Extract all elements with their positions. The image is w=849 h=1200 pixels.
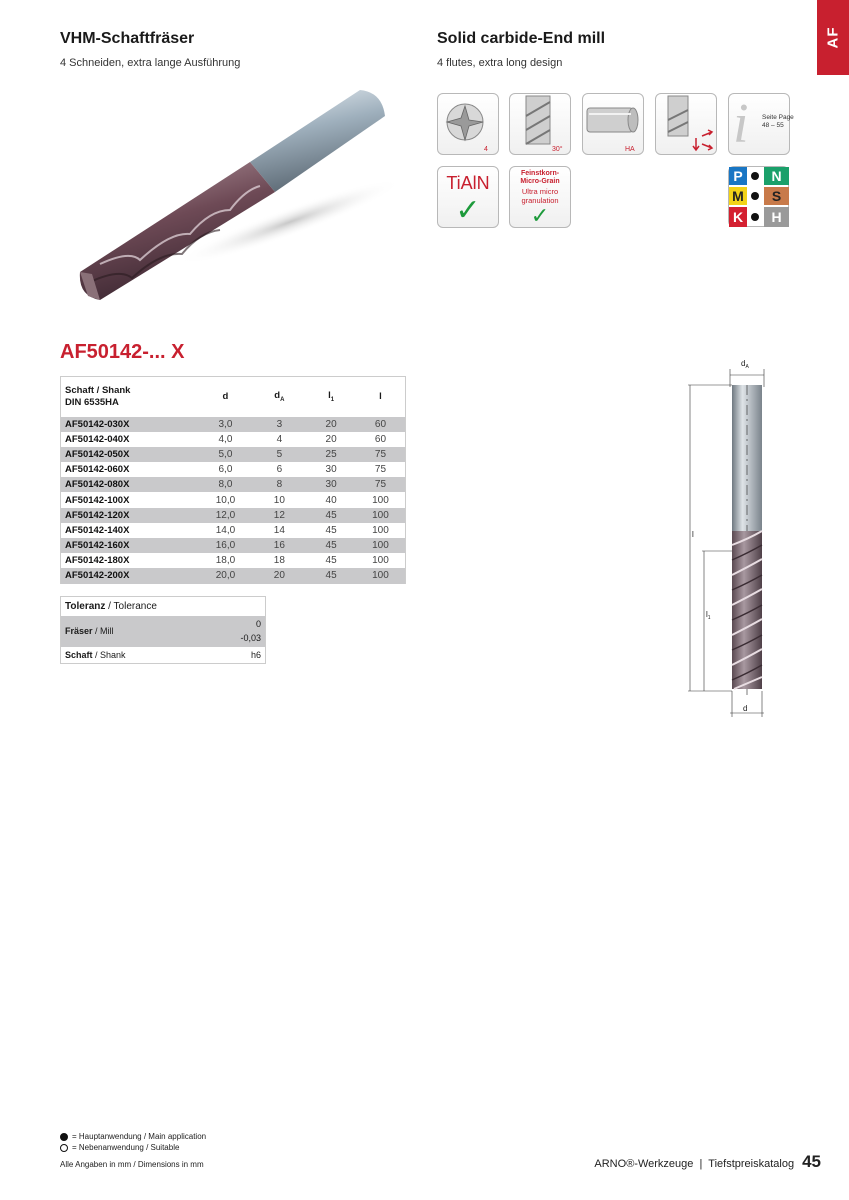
tolerance-shank-value: h6: [250, 650, 261, 660]
tolerance-mill-label: Fräser / Mill: [65, 626, 114, 636]
table-row: [61, 492, 406, 507]
checkmark-icon: ✓: [455, 194, 481, 227]
material-group-grid: [728, 166, 789, 227]
product-code-cell: AF50142-080X: [61, 477, 199, 492]
catalog-footer: [594, 1152, 821, 1172]
plunge-cutting-icon: [655, 93, 717, 155]
material-s: S: [764, 187, 789, 205]
subtitle-german: 4 Schneiden, extra lange Ausführung: [60, 57, 241, 69]
table-row: [61, 417, 406, 432]
l1-cell: 45: [306, 538, 356, 553]
micro-grain-icon: [509, 166, 571, 228]
l-cell: 100: [356, 568, 406, 583]
drawing-label-l: l: [692, 530, 694, 539]
col-l1-header: $l_1$: [328, 390, 335, 404]
tolerance-table: [60, 596, 266, 664]
tolerance-shank-row: [61, 647, 265, 663]
l-cell: 60: [356, 417, 406, 432]
helix-caption: 30°: [552, 146, 563, 153]
d-cell: 20,0: [199, 568, 253, 583]
l1-cell: 30: [306, 477, 356, 492]
l1-cell: 30: [325, 464, 337, 476]
tolerance-mill-row: [61, 616, 265, 647]
l1-cell: 20: [306, 417, 356, 432]
tolerance-shank-label: Schaft / Shank: [65, 650, 126, 660]
table-row: [61, 462, 406, 477]
table-row: [61, 477, 406, 492]
da-cell: 3: [252, 417, 306, 432]
da-cell: 5: [252, 447, 306, 462]
section-tab: [817, 0, 849, 75]
table-row: [61, 508, 406, 523]
product-code-cell: AF50142-180X: [65, 555, 130, 567]
title-german: VHM-Schaftfräser: [60, 30, 195, 47]
material-k: K: [729, 207, 747, 227]
da-cell: 4: [276, 433, 283, 445]
col-l-header: l: [379, 391, 382, 403]
d-cell: 8,0: [199, 477, 253, 492]
tolerance-mill-lower: -0,03: [240, 633, 261, 643]
l1-cell: 20: [325, 433, 337, 445]
table-row: [61, 447, 406, 462]
d-cell: 16,0: [199, 538, 253, 553]
section-tab-label: AF: [824, 26, 842, 49]
l1-cell: 45: [306, 508, 356, 523]
l-cell: 75: [374, 464, 387, 476]
product-code-cell: AF50142-050X: [61, 447, 199, 462]
info-page-reference: Seite Page 48 – 55: [762, 114, 794, 129]
material-h: H: [764, 207, 789, 227]
main-application-dot-p-n: [751, 172, 759, 180]
grain-title: Feinstkorn- Micro-Grain: [520, 170, 560, 185]
table-row: [61, 538, 406, 553]
product-code-cell: AF50142-120X: [61, 508, 199, 523]
da-cell: 14: [273, 524, 285, 536]
shank-caption: HA: [625, 146, 635, 153]
dimensions-table: [60, 376, 406, 584]
page-number: 45: [802, 1152, 821, 1171]
product-code-cell: AF50142-060X: [65, 464, 130, 476]
d-cell: 18,0: [215, 555, 236, 567]
shank-header: Schaft / Shank DIN 6535HA: [65, 384, 131, 408]
col-da-header: $d_A$: [274, 390, 285, 404]
table-header-row: [61, 377, 406, 417]
application-legend: [60, 1131, 206, 1153]
l-cell: 100: [372, 494, 389, 506]
legend-suitable: = Nebenanwendung / Suitable: [60, 1142, 206, 1153]
l-cell: 75: [356, 447, 406, 462]
product-code-cell: AF50142-200X: [61, 568, 199, 583]
material-n: N: [764, 167, 789, 185]
table-row: [61, 432, 406, 447]
l-cell: 100: [356, 508, 406, 523]
l1-cell: 45: [325, 524, 337, 536]
l-cell: 75: [356, 477, 406, 492]
l1-cell: 45: [325, 555, 337, 567]
da-cell: 16: [252, 538, 306, 553]
material-m: M: [729, 187, 747, 205]
flutes-caption: 4: [484, 146, 488, 153]
l1-cell: 25: [306, 447, 356, 462]
product-code-cell: AF50142-100X: [65, 494, 130, 506]
d-cell: 10,0: [215, 494, 236, 506]
d-cell: 3,0: [199, 417, 253, 432]
product-code-cell: AF50142-140X: [65, 524, 130, 536]
table-row: [61, 523, 406, 538]
four-flutes-icon: [437, 93, 499, 155]
l-cell: 100: [372, 524, 389, 536]
l1-cell: 45: [306, 568, 356, 583]
end-mill-product-image: [60, 82, 400, 322]
d-cell: 4,0: [218, 433, 233, 445]
d-cell: 12,0: [199, 508, 253, 523]
product-code-title: AF50142-... X: [60, 341, 185, 363]
technical-drawing: [678, 355, 778, 725]
legend-main-application: = Hauptanwendung / Main application: [60, 1131, 206, 1142]
empty-dot-icon: [60, 1144, 68, 1152]
coating-tialn-icon: [437, 166, 499, 228]
drawing-label-l1: $l_1$: [706, 610, 711, 621]
cross-section-icon: [438, 94, 500, 156]
d-cell: 14,0: [215, 524, 236, 536]
catalog-name: ®-Werkzeuge | Tiefstpreiskatalog: [626, 1158, 795, 1170]
title-english: Solid carbide-End mill: [437, 30, 606, 47]
table-row: [61, 568, 406, 583]
plunge-direction-icon: [656, 94, 718, 156]
da-cell: 18: [273, 555, 285, 567]
tolerance-header: Toleranz / Tolerance: [65, 601, 157, 612]
table-row: [61, 553, 406, 568]
l-cell: 100: [372, 555, 389, 567]
checkmark-icon: ✓: [530, 203, 550, 228]
l-cell: 60: [374, 433, 387, 445]
product-code-cell: AF50142-040X: [65, 433, 130, 445]
da-cell: 20: [252, 568, 306, 583]
main-application-dot-m-s: [751, 192, 759, 200]
col-d-header: d: [222, 391, 229, 403]
product-code-cell: AF50142-030X: [61, 417, 199, 432]
l1-cell: 40: [325, 494, 337, 506]
coating-label: TiAlN: [446, 173, 490, 193]
cylinder-shank-icon: [583, 94, 645, 156]
main-application-dot-k-h: [751, 213, 759, 221]
product-code-cell: AF50142-160X: [61, 538, 199, 553]
drawing-label-d: d: [743, 704, 748, 713]
filled-dot-icon: [60, 1133, 68, 1141]
shank-ha-icon: [582, 93, 644, 155]
l-cell: 100: [356, 538, 406, 553]
brand-name: ARNO: [594, 1158, 627, 1170]
info-i-icon: i: [733, 93, 749, 155]
da-cell: 8: [252, 477, 306, 492]
da-cell: 12: [252, 508, 306, 523]
dimensions-note: Alle Angaben in mm / Dimensions in mm: [60, 1160, 204, 1169]
da-cell: 10: [273, 494, 285, 506]
drawing-label-da: $d_A$: [741, 359, 749, 370]
d-cell: 5,0: [199, 447, 253, 462]
material-p: P: [729, 167, 747, 185]
grain-subtitle: Ultra micro granulation: [521, 187, 559, 205]
subtitle-english: 4 flutes, extra long design: [437, 57, 563, 69]
tolerance-mill-upper: 0: [255, 619, 261, 629]
helix-angle-icon: [509, 93, 571, 155]
info-page-icon: [728, 93, 794, 155]
d-cell: 6,0: [218, 464, 233, 476]
da-cell: 6: [276, 464, 283, 476]
